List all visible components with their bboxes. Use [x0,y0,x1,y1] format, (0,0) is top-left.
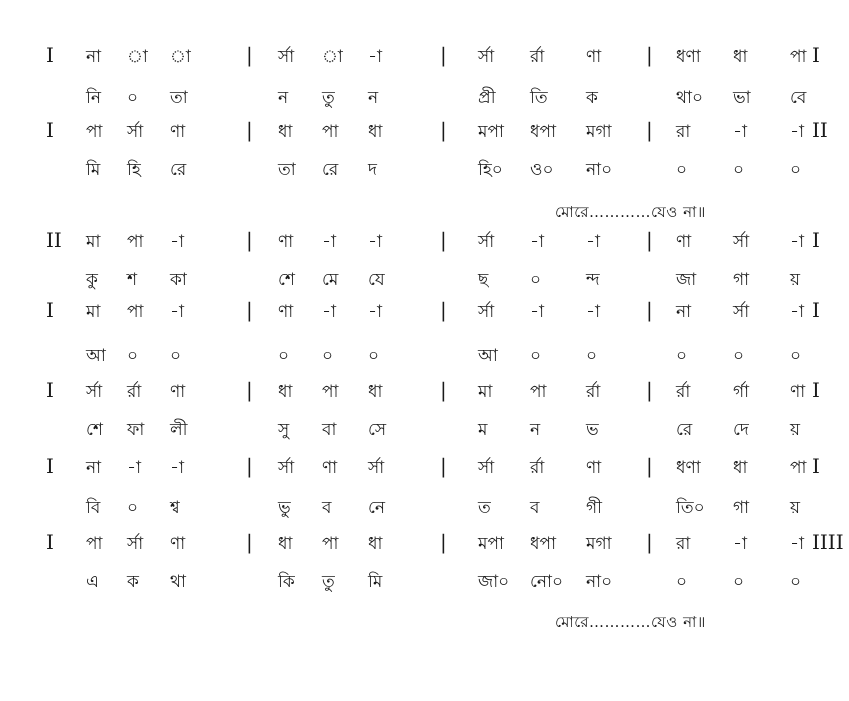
refrain-note: মোরে…………যেও না॥ [555,613,706,631]
swara-note: ধা [733,458,748,478]
lyric-syllable: ০ [530,346,542,366]
swara-note: ণা [278,302,294,322]
swara-note: ধা [278,382,293,402]
lyric-syllable: তু [322,88,335,108]
lyric-syllable: ব [322,498,332,518]
swara-note: -া [368,232,382,252]
swara-note: -া [170,458,184,478]
bar-line-mark: II [812,118,828,142]
swara-note: -া [322,232,336,252]
swara-note: -া [733,122,747,142]
swara-note: র্সা [478,47,495,67]
swara-note: রা [676,534,691,554]
lyric-syllable: য় [790,270,801,290]
lyric-syllable: ভা [733,88,751,108]
swara-note: র্রা [586,382,601,402]
beat-divider: | [246,530,253,554]
lyric-syllable: কি [278,572,295,592]
bar-line-mark: I [812,454,820,478]
lyric-syllable: বি [86,498,101,518]
lyric-syllable: দে [733,420,749,440]
lyric-syllable: ০ [676,572,688,592]
beat-divider: | [440,43,447,67]
swara-note: না [86,47,102,67]
lyric-syllable: শে [86,420,103,440]
swara-note: -া [127,458,141,478]
beat-divider: | [440,378,447,402]
lyric-syllable: ন [278,88,289,108]
swara-note: ধণা [676,47,701,67]
beat-divider: | [440,454,447,478]
swara-note: -া [790,302,804,322]
lyric-syllable: ক [586,88,598,108]
swara-note: র্সা [127,534,144,554]
lyric-syllable: ন্দ [586,270,600,290]
lyric-syllable: শ্ব [170,498,180,518]
swara-note: পা [322,122,339,142]
swara-note: ণা [586,47,602,67]
swara-note: -া [530,232,544,252]
lyric-syllable: নে [368,498,386,518]
swara-note: মা [86,232,101,252]
bar-line-mark: I [812,378,820,402]
beat-divider: | [246,378,253,402]
lyric-syllable: ০ [676,160,688,180]
lyric-syllable: হি০ [478,160,503,180]
swara-note: -া [790,122,804,142]
lyric-syllable: ও০ [530,160,554,180]
swara-note: -া [368,47,382,67]
lyric-syllable: নো০ [530,572,564,592]
lyric-syllable: ০ [278,346,290,366]
swara-note: র্সা [733,232,750,252]
bar-line-mark: I [46,454,54,478]
beat-divider: | [440,118,447,142]
lyric-syllable: ন [530,420,541,440]
lyric-syllable: কা [170,270,187,290]
swara-note: র্সা [478,458,495,478]
lyric-syllable: থা [170,572,186,592]
lyric-syllable: আ [478,346,498,366]
lyric-syllable: তি [530,88,548,108]
swara-note: পা [322,534,339,554]
swara-note: র্সা [478,232,495,252]
lyric-syllable: জা [676,270,697,290]
lyric-syllable: শ [127,270,138,290]
swara-note: ণা [322,458,338,478]
lyric-syllable: হি [127,160,141,180]
beat-divider: | [646,454,653,478]
swara-note: র্সা [478,302,495,322]
swara-note: না [676,302,692,322]
beat-divider: | [646,530,653,554]
lyric-syllable: প্রী [478,88,496,108]
swara-note: া [322,47,343,67]
lyric-syllable: যে [368,270,385,290]
lyric-syllable: য় [790,498,801,518]
swara-note: -া [790,232,804,252]
lyric-syllable: তু [322,572,335,592]
swara-note: র্সা [127,122,144,142]
swara-note: ধা [368,122,383,142]
swara-note: মা [478,382,493,402]
lyric-syllable: ০ [127,346,139,366]
swara-note: মা [86,302,101,322]
swara-note: -া [322,302,336,322]
swara-note: মগা [586,122,612,142]
swara-note: র্সা [368,458,385,478]
lyric-syllable: ভু [278,498,291,518]
bar-line-mark: I [46,378,54,402]
lyric-syllable: ০ [322,346,334,366]
lyric-syllable: এ [86,572,99,592]
lyric-syllable: তা [278,160,296,180]
lyric-syllable: ক [127,572,139,592]
swara-note: -া [170,232,184,252]
swara-note: ণা [676,232,692,252]
swara-note: পা [127,302,144,322]
beat-divider: | [246,298,253,322]
swara-note: ণা [170,122,186,142]
lyric-syllable: ০ [127,498,139,518]
beat-divider: | [646,378,653,402]
bar-line-mark: I [46,298,54,322]
swara-note: পা [530,382,547,402]
beat-divider: | [646,228,653,252]
swara-note: র্রা [530,458,545,478]
swara-note: রা [676,122,691,142]
beat-divider: | [440,530,447,554]
lyric-syllable: তি০ [676,498,705,518]
lyric-syllable: শে [278,270,295,290]
lyric-syllable: ০ [790,160,802,180]
swara-note: -া [790,534,804,554]
bar-line-mark: I [46,530,54,554]
swara-note: পা [322,382,339,402]
lyric-syllable: ০ [530,270,542,290]
swara-note: র্সা [733,302,750,322]
swara-note: র্সা [278,458,295,478]
lyric-syllable: ০ [676,346,688,366]
lyric-syllable: না০ [586,572,613,592]
swara-note: -া [170,302,184,322]
beat-divider: | [646,298,653,322]
lyric-syllable: না০ [586,160,613,180]
swara-note: র্রা [127,382,142,402]
bar-line-mark: II [46,228,62,252]
swara-note: পা [86,534,103,554]
swara-note: র্সা [86,382,103,402]
swara-note: ণা [586,458,602,478]
bar-line-mark: I [46,43,54,67]
lyric-syllable: ফা [127,420,145,440]
bar-line-mark: I [812,228,820,252]
swara-note: ণা [278,232,294,252]
lyric-syllable: ০ [586,346,598,366]
lyric-syllable: ০ [790,346,802,366]
lyric-syllable: ০ [790,572,802,592]
lyric-syllable: ০ [733,572,745,592]
lyric-syllable: আ [86,346,106,366]
swara-note: মগা [586,534,612,554]
swara-note: র্রা [530,47,545,67]
swara-note: ধা [368,382,383,402]
lyric-syllable: গী [586,498,603,518]
swara-note: ধণা [676,458,701,478]
lyric-syllable: ০ [733,160,745,180]
beat-divider: | [440,298,447,322]
swara-note: া [170,47,191,67]
beat-divider: | [246,43,253,67]
lyric-syllable: মে [322,270,339,290]
swara-note: ধা [278,534,293,554]
lyric-syllable: নি [86,88,102,108]
lyric-syllable: রে [170,160,187,180]
lyric-syllable: বে [790,88,807,108]
swara-note: -া [586,302,600,322]
swara-note: া [127,47,148,67]
lyric-syllable: সে [368,420,387,440]
lyric-syllable: দ [368,160,377,180]
swara-note: পা [790,458,807,478]
swara-note: ধা [368,534,383,554]
beat-divider: | [246,228,253,252]
lyric-syllable: ০ [733,346,745,366]
swara-note: ণা [170,534,186,554]
lyric-syllable: ভ [586,420,599,440]
refrain-note: মোরে…………যেও না॥ [555,203,706,221]
lyric-syllable: ০ [368,346,380,366]
lyric-syllable: ত [478,498,491,518]
lyric-syllable: ন [368,88,379,108]
lyric-syllable: তা [170,88,188,108]
beat-divider: | [646,43,653,67]
lyric-syllable: ব [530,498,540,518]
swara-note: ণা [170,382,186,402]
swara-note: -া [586,232,600,252]
swara-note: -া [733,534,747,554]
bar-line-mark: I [812,43,820,67]
lyric-syllable: থা০ [676,88,703,108]
swara-note: ধপা [530,122,556,142]
swara-note: পা [790,47,807,67]
swara-note: না [86,458,102,478]
lyric-syllable: সু [278,420,290,440]
swara-note: র্সা [278,47,295,67]
lyric-syllable: বা [322,420,337,440]
swara-note: পা [127,232,144,252]
bar-line-mark: IIII [812,530,844,554]
swara-note: ণা [790,382,806,402]
lyric-syllable: কু [86,270,98,290]
lyric-syllable: য় [790,420,801,440]
swara-note: ধা [733,47,748,67]
lyric-syllable: ০ [170,346,182,366]
lyric-syllable: মি [86,160,101,180]
beat-divider: | [440,228,447,252]
beat-divider: | [646,118,653,142]
lyric-syllable: রে [676,420,693,440]
lyric-syllable: রে [322,160,339,180]
swara-note: র্রা [676,382,691,402]
lyric-syllable: জা০ [478,572,510,592]
lyric-syllable: গা [733,270,750,290]
swara-note: -া [530,302,544,322]
lyric-syllable: ছ [478,270,489,290]
swara-note: মপা [478,534,504,554]
lyric-syllable: লী [170,420,188,440]
swara-note: মপা [478,122,504,142]
bar-line-mark: I [812,298,820,322]
lyric-syllable: মি [368,572,383,592]
beat-divider: | [246,118,253,142]
swara-note: পা [86,122,103,142]
beat-divider: | [246,454,253,478]
lyric-syllable: গা [733,498,750,518]
swara-note: -া [368,302,382,322]
lyric-syllable: ম [478,420,488,440]
swara-note: ধপা [530,534,556,554]
swara-note: র্গা [733,382,750,402]
swara-note: ধা [278,122,293,142]
lyric-syllable: ০ [127,88,139,108]
bar-line-mark: I [46,118,54,142]
